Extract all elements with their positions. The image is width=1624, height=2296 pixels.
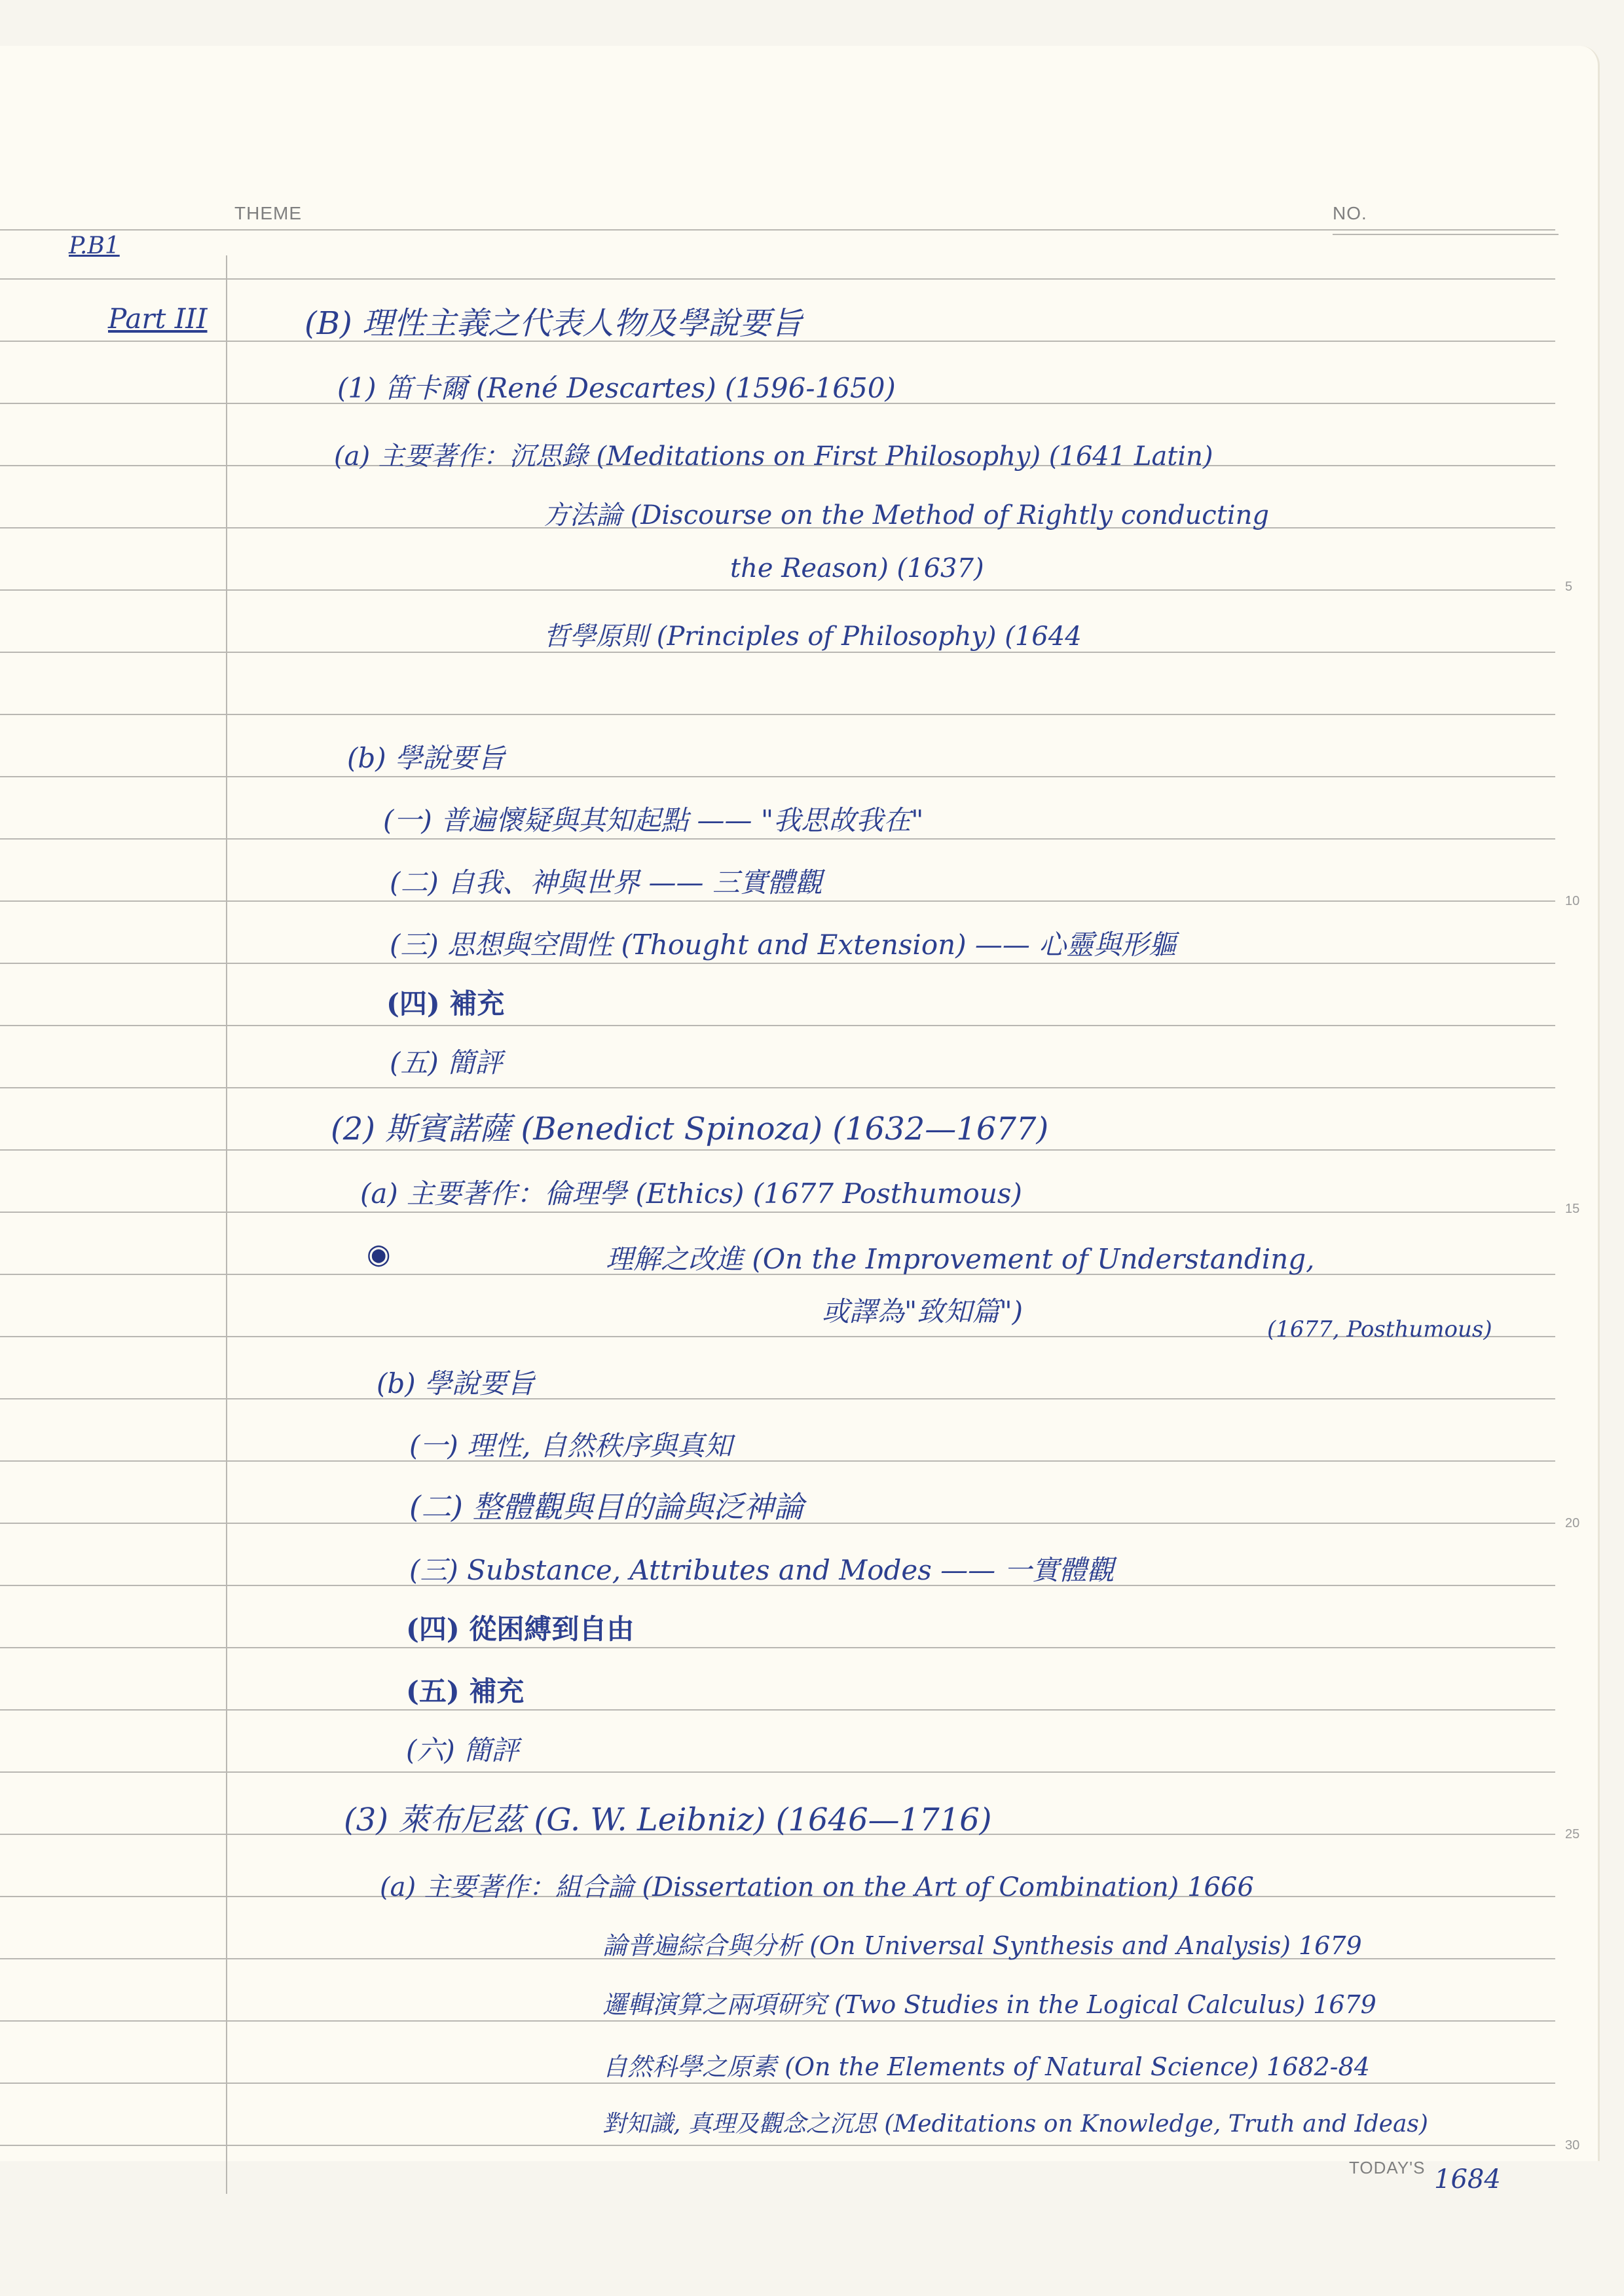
ruled-line (0, 1709, 1555, 1711)
ruled-line (0, 229, 1555, 231)
text-line: 或譯為"致知篇") (822, 1295, 1024, 1327)
ruled-line (0, 714, 1555, 715)
line-number: 10 (1565, 894, 1580, 908)
text-line: 對知識, 真理及觀念之沉思 (Meditations on Knowledge, Truth and Ideas) (602, 2111, 1428, 2138)
text-line: (三) Substance, Attributes and Modes —— 一實體觀 (409, 1554, 1115, 1586)
text-line: (三) 思想與空間性 (Thought and Extension) —— 心靈與形軀 (390, 929, 1177, 961)
line-number: 25 (1565, 1827, 1580, 1842)
ruled-line (0, 776, 1555, 777)
ruled-line (0, 963, 1555, 964)
margin-line (226, 255, 227, 2194)
text-line: (一) 理性, 自然秩序與真知 (409, 1430, 732, 1462)
theme-label: THEME (234, 203, 302, 223)
ruled-line (0, 1087, 1555, 1088)
ruled-line (0, 900, 1555, 902)
ruled-line (0, 2145, 1555, 2146)
text-line: (五) 簡評 (390, 1046, 503, 1079)
page-reference: P.B1 (69, 232, 120, 259)
text-line: (二) 整體觀與目的論與泛神論 (409, 1489, 804, 1525)
text-line: (二) 自我、神與世界 —— 三實體觀 (390, 866, 822, 898)
text-line: (a) 主要著作：沉思錄 (Meditations on First Philosophy) (1641 Latin) (334, 441, 1213, 472)
text-line: (五) 補充 (406, 1675, 525, 1707)
text-line: 方法論 (Discourse on the Method of Rightly conducting (544, 500, 1269, 530)
notebook-page (0, 46, 1600, 2194)
text-line: (a) 主要著作：組合論 (Dissertation on the Art of Combination) 1666 (380, 1872, 1254, 1902)
ruled-line (0, 278, 1555, 280)
page-number: 1684 (1434, 2164, 1501, 2194)
text-line: 自然科學之原素 (On the Elements of Natural Science) 1682-84 (602, 2052, 1370, 2081)
text-line: 邏輯演算之兩項研究 (Two Studies in the Logical Calculus) 1679 (602, 1990, 1376, 2019)
text-line: (六) 簡評 (406, 1734, 519, 1766)
text-line: 哲學原則 (Principles of Philosophy) (1644 (544, 621, 1082, 652)
ruled-line (0, 2083, 1555, 2084)
ruled-line (0, 589, 1555, 591)
text-line: (1677, Posthumous) (1267, 1316, 1492, 1342)
ruled-line (0, 838, 1555, 840)
part-heading: Part III (108, 303, 208, 335)
line-number: 20 (1565, 1516, 1580, 1530)
text-line: the Reason) (1637) (730, 553, 984, 583)
subsection-heading: (b) 學說要旨 (377, 1367, 535, 1399)
illegible-mark: ◉ (367, 1238, 391, 1270)
line-number: 15 (1565, 1202, 1580, 1216)
ruled-line (0, 1149, 1555, 1151)
text-line: 論普遍綜合與分析 (On Universal Synthesis and Analysis) 1679 (602, 1931, 1362, 1960)
today-label: TODAY'S (1349, 2158, 1426, 2177)
no-field-line (1333, 234, 1559, 235)
text-line: (a) 主要著作：倫理學 (Ethics) (1677 Posthumous) (360, 1177, 1022, 1210)
ruled-line (0, 1460, 1555, 1462)
philosopher-heading: (2) 斯賓諾薩 (Benedict Spinoza) (1632—1677) (331, 1111, 1049, 1147)
ruled-line (0, 1647, 1555, 1648)
philosopher-heading: (1) 笛卡爾 (René Descartes) (1596-1650) (337, 372, 896, 404)
no-label: NO. (1333, 203, 1367, 223)
text-line: 理解之改進 (On the Improvement of Understanding, (606, 1243, 1315, 1275)
philosopher-heading: (3) 萊布尼茲 (G. W. Leibniz) (1646—1716) (344, 1802, 992, 1838)
ruled-line (0, 1771, 1555, 1773)
ruled-line (0, 2020, 1555, 2022)
ruled-line (0, 1025, 1555, 1026)
line-number: 5 (1565, 580, 1573, 594)
section-heading: (B) 理性主義之代表人物及學說要旨 (304, 305, 802, 342)
ruled-line (0, 1212, 1555, 1213)
line-number: 30 (1565, 2138, 1580, 2153)
text-line: (四) 補充 (386, 988, 505, 1020)
subsection-heading: (b) 學說要旨 (347, 742, 506, 774)
text-line: (四) 從困縛到自由 (406, 1613, 635, 1645)
ruled-line (0, 1398, 1555, 1399)
text-line: (一) 普遍懷疑與其知起點 —— "我思故我在" (383, 804, 924, 836)
